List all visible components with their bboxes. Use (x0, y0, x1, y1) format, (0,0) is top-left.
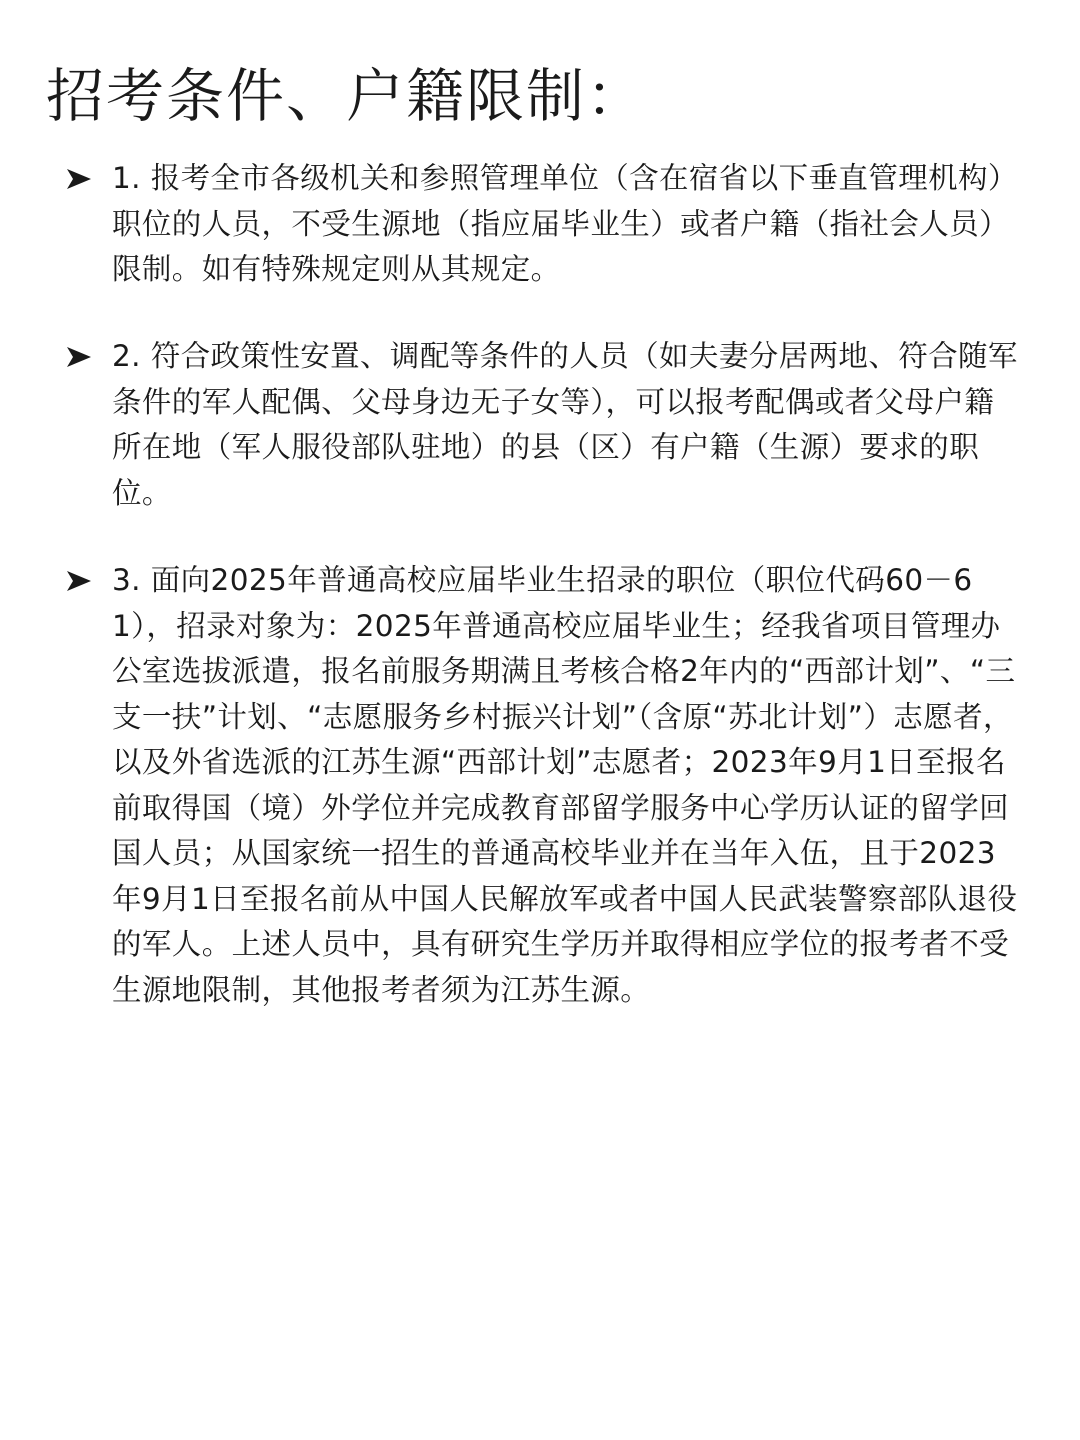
page-title: 招考条件、户籍限制： (46, 62, 647, 130)
list-item-text: 3. 面向2025年普通高校应届毕业生招录的职位（职位代码60－61），招录对象为：2025年普通高校应届毕业生；经我省项目管理办公室选拔派遣，报名前服务期满且考核合格2年内的“西部计划”、“三支一扶”计划、“志愿服务乡村振兴计划”（含原“苏北计划”）志愿者，以及外省选派的江苏生源“西部计划”志愿者；2023年9月1日至报名前取得国（境）外学位并完成教育部留学服务中心学历认证的留学回国人员；从国家统一招生的普通高校毕业并在当年入伍，且于2023年9月1日至报名前从中国人民解放军或者中国人民武装警察部队退役的军人。上述人员中，具有研究生学历并取得相应学位的报考者不受生源地限制，其他报考者须为江苏生源。 (112, 563, 1018, 1007)
list-item-text: 2. 符合政策性安置、调配等条件的人员（如夫妻分居两地、符合随军条件的军人配偶、父母身边无子女等），可以报考配偶或者父母户籍所在地（军人服役部队驻地）的县（区）有户籍（生源）要求的职位。 (112, 339, 1018, 510)
list-item-text: 1. 报考全市各级机关和参照管理单位（含在宿省以下垂直管理机构）职位的人员，不受生源地（指应届毕业生）或者户籍（指社会人员）限制。如有特殊规定则从其规定。 (112, 161, 1018, 286)
arrow-bullet-icon (66, 334, 96, 380)
arrow-bullet-icon (66, 156, 96, 202)
arrow-bullet-icon (66, 558, 96, 604)
